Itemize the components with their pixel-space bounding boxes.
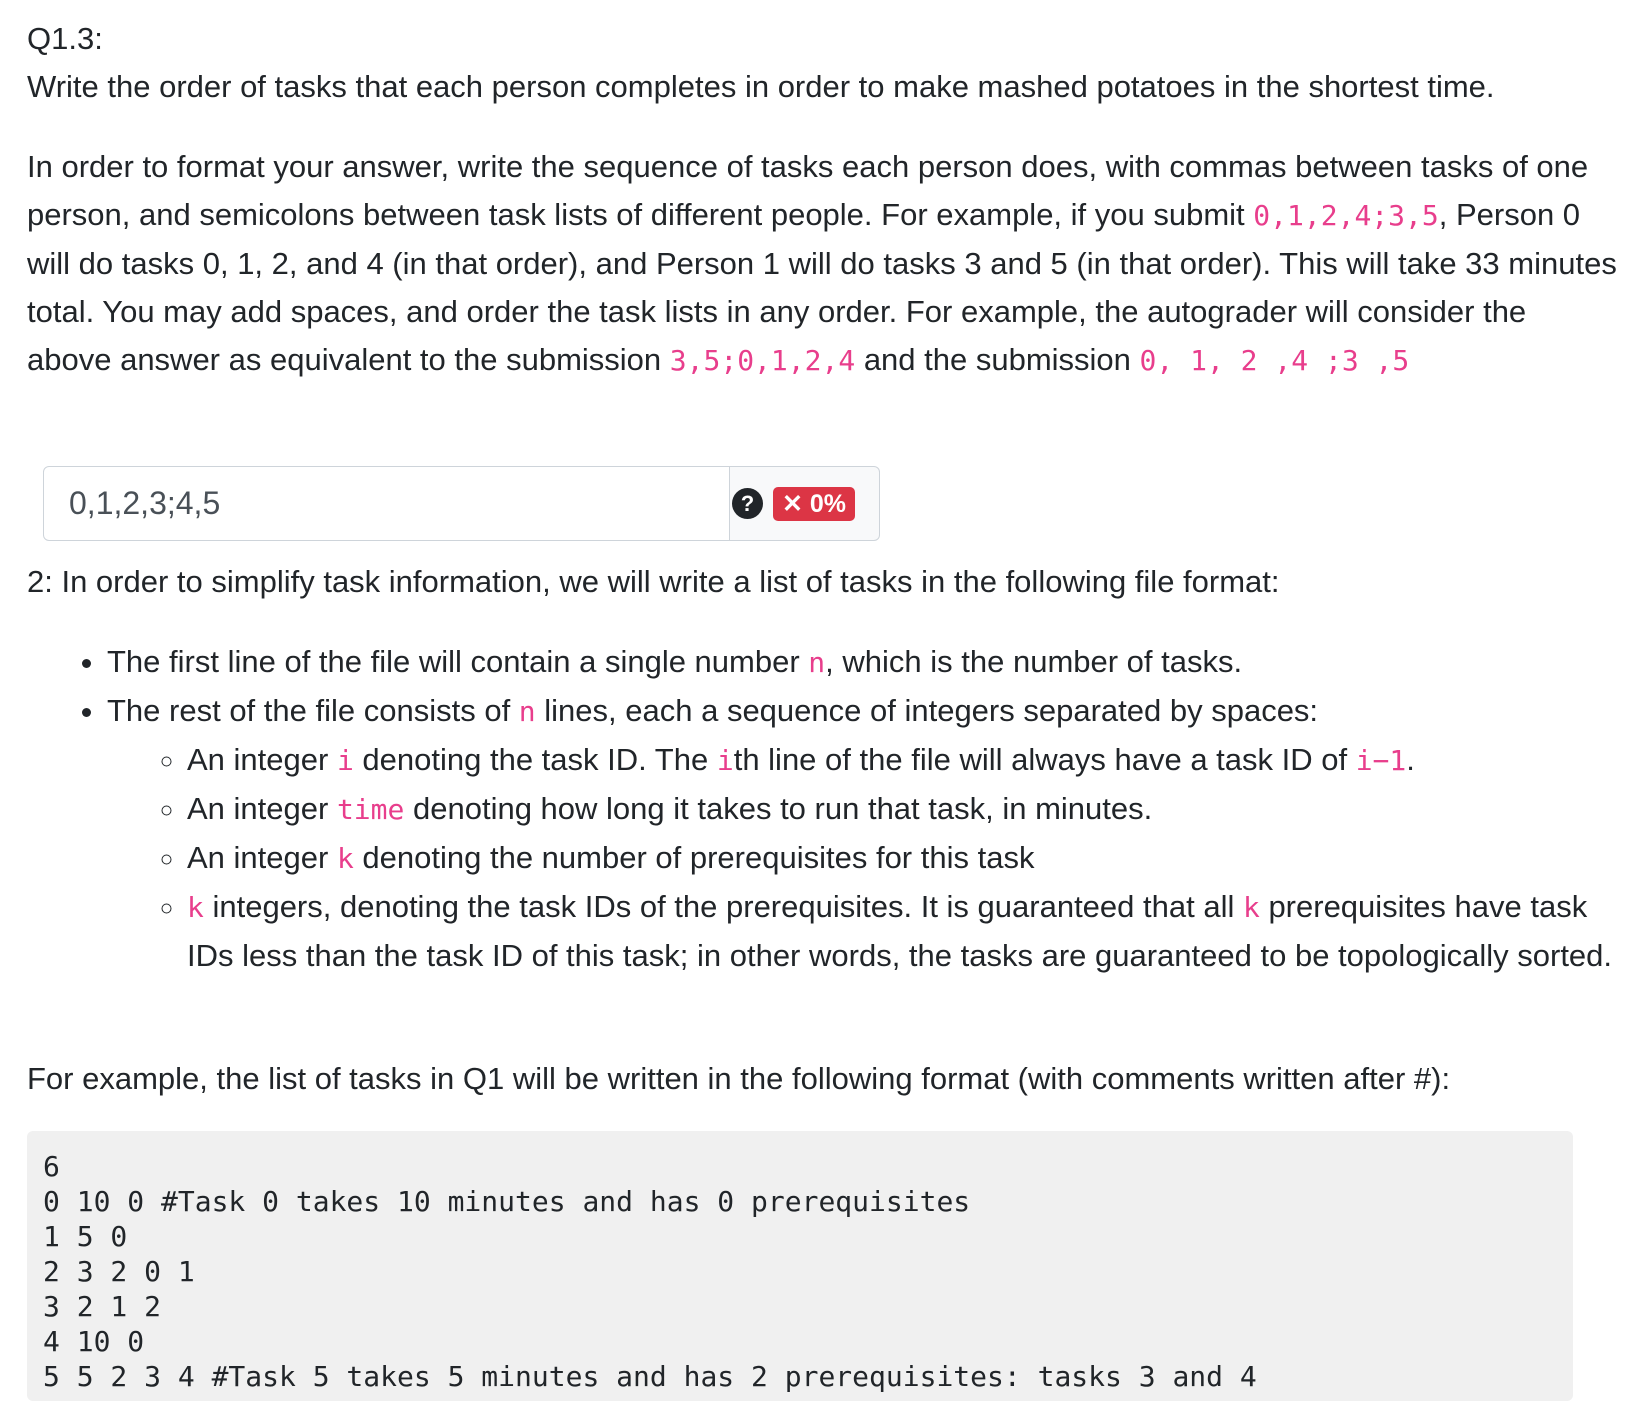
- question-text: Write the order of tasks that each person completes in order to make mashed potatoes in the shortest time.: [27, 69, 1495, 104]
- example-answer-code: 0,1,2,4;3,5: [1253, 199, 1439, 232]
- list-item: • The rest of the file consists of n lines, each a sequence of integers separated by spaces: ◦ An integer i denoting the task ID. The ith line of the file will always have a task ID of i−1. ◦ An integer time denoting how long it takes to run that task, in minutes. ◦ An integer k denoting the number of prerequisites for this task ◦ k integers, denoting the task IDs of the prerequisites. It is guaranteed that all k prerequisites have task IDs less than the task ID of this task; in other words, the tasks are guaranteed to be topologically sorted.: [107, 687, 1617, 980]
- question-title: Q1.3:: [27, 21, 103, 56]
- question-circle-icon[interactable]: ?: [732, 488, 763, 519]
- equivalent-answer-code: 3,5;0,1,2,4: [669, 344, 856, 377]
- list-item: ◦ An integer i denoting the task ID. The ith line of the file will always have a task ID of i−1.: [187, 736, 1617, 785]
- code-block: 6 0 10 0 #Task 0 takes 10 minutes and has 0 prerequisites 1 5 0 2 3 2 0 1 3 2 1 2 4 10 0 5 5 2 3 4 #Task 5 takes 5 minutes and has 2 prerequisites: tasks 3 and 4: [27, 1131, 1573, 1401]
- example-intro: For example, the list of tasks in Q1 will be written in the following format (with comments written after #):: [27, 1061, 1451, 1096]
- answer-input-group: [43, 466, 880, 541]
- instruction-text: In order to format your answer, write the sequence of tasks each person does, with commas between tasks of one person, and semicolons between task lists of different people. For example, if you submit: [27, 149, 1589, 232]
- spaced-answer-code: 0, 1, 2 ,4 ;3 ,5: [1139, 344, 1410, 377]
- list-item: ◦ k integers, denoting the task IDs of the prerequisites. It is guaranteed that all k prerequisites have task IDs less than the task ID of this task; in other words, the tasks are guaranteed to be topologically sorted.: [187, 883, 1617, 980]
- inline-code: time: [336, 793, 405, 826]
- inline-code: i: [336, 744, 354, 777]
- inline-code: i−1: [1355, 744, 1407, 777]
- list-item: ◦ An integer k denoting the number of prerequisites for this task: [187, 834, 1617, 883]
- inline-code: k: [1242, 891, 1260, 924]
- score-badge: ✕ 0%: [773, 487, 855, 521]
- file-format-section: [27, 558, 1617, 980]
- format-instructions: [27, 143, 1617, 385]
- list-item: • The first line of the file will contain a single number n, which is the number of tasks.: [107, 638, 1617, 687]
- inline-code: n: [518, 695, 536, 728]
- question-content: [27, 15, 1617, 385]
- list-item: ◦ An integer time denoting how long it takes to run that task, in minutes.: [187, 785, 1617, 834]
- inline-code: n: [808, 646, 826, 679]
- answer-input[interactable]: [43, 466, 730, 541]
- format-list: [27, 638, 1617, 980]
- section-intro: 2: In order to simplify task information, we will write a list of tasks in the following file format:: [27, 564, 1280, 599]
- sub-list: [107, 736, 1617, 980]
- inline-code: i: [716, 744, 734, 777]
- inline-code: k: [336, 842, 354, 875]
- instruction-text: , Person 0 will do tasks 0, 1, 2, and 4 (in that order), and Person 1 will do tasks 3 and 5 (in that order). This will take 33 minutes total. You may add spaces, and order the task lists in any order. For example, the autograder will consider the above answer as equivalent to the submission: [27, 197, 1617, 377]
- inline-code: k: [187, 891, 204, 924]
- answer-status-addon: [730, 466, 880, 541]
- instruction-text: and the submission: [855, 342, 1140, 377]
